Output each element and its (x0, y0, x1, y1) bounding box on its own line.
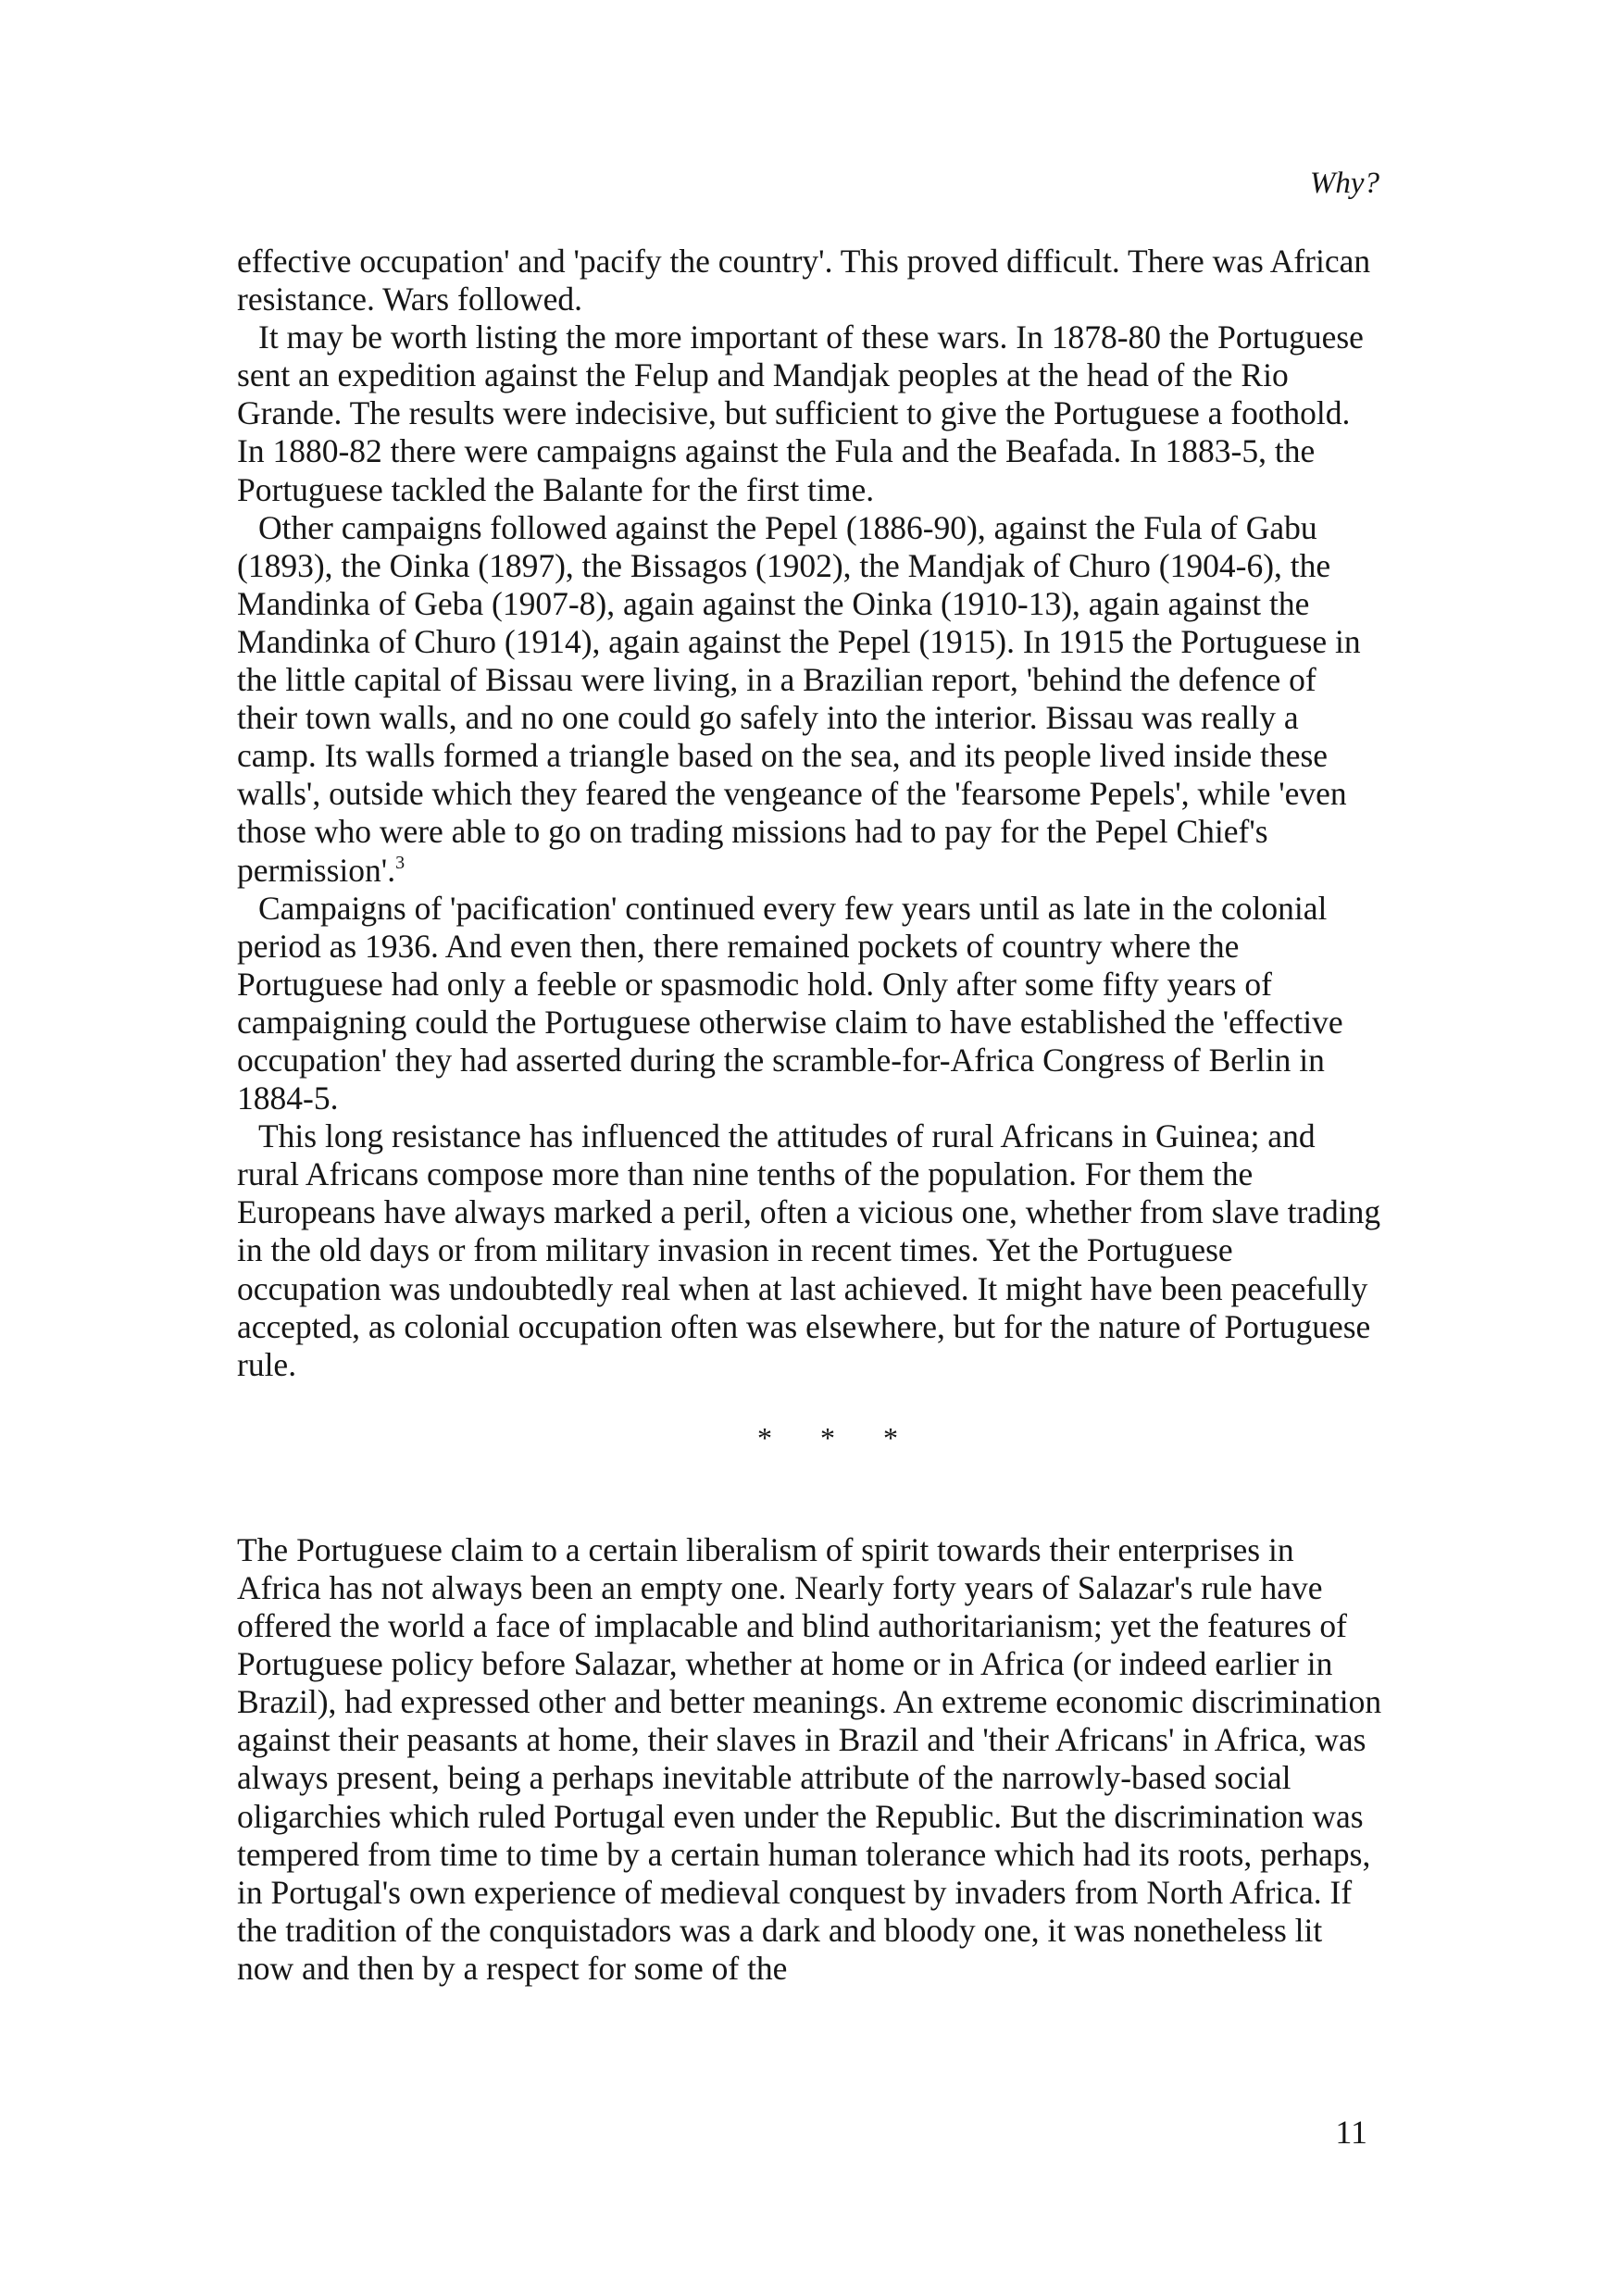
page-number: 11 (1335, 2114, 1367, 2151)
paragraph: The Portuguese claim to a certain liberalism of spirit towards their enterprises in Africa has not always been an empty one. Nearly forty years of Salazar's rule have offered the world a face of implacable and blind authoritarianism; yet the features of Portuguese policy before Salazar, whether at home or in Africa (or indeed earlier in Brazil), had expressed other and better meanings. An extreme economic discrimination against their peasants at home, their slaves in Brazil and 'their Africans' in Africa, was always present, being a perhaps inevitable attribute of the narrowly-based social oligarchies which ruled Portugal even under the Republic. But the discrimination was tempered from time to time by a certain human tolerance which had its roots, perhaps, in Portugal's own experience of medieval conquest by invaders from North Africa. If the tradition of the conquistadors was a dark and bloody one, it was nonetheless lit now and then by a respect for some of the (237, 1530, 1382, 1987)
paragraph: Campaigns of 'pacification' continued every few years until as late in the colonial period as 1936. And even then, there remained pockets of country where the Portuguese had only a feeble or spasmodic hold. Only after some fifty years of campaigning could the Portuguese otherwise claim to have established the 'effective occupation' they had asserted during the scramble-for-Africa Congress of Berlin in 1884-5. (237, 889, 1343, 1117)
page-body (237, 243, 1383, 1988)
paragraph (237, 509, 1383, 890)
paragraph: This long resistance has influenced the attitudes of rural Africans in Guinea; and rural Africans compose more than nine tenths of the population. For them the Europeans have always marked a peril, often a vicious one, whether from slave trading in the old days or from military invasion in recent times. Yet the Portuguese occupation was undoubtedly real when at last achieved. It might have been peacefully accepted, as colonial occupation often was elsewhere, but for the nature of Portuguese rule. (237, 1117, 1381, 1383)
footnote-reference[interactable]: 3 (395, 852, 406, 873)
paragraph: It may be worth listing the more important of these wars. In 1878-80 the Portuguese sent an expedition against the Felup and Mandjak peoples at the head of the Rio Grande. The results were indecisive, but sufficient to give the Portuguese a foothold. In 1880-82 there were campaigns against the Fula and the Beafada. In 1883-5, the Portuguese tackled the Balante for the first time. (237, 318, 1364, 508)
paragraph-text: Other campaigns followed against the Pepel (1886-90), against the Fula of Gabu (1893), the Oinka (1897), the Bissagos (1902), the Mandjak of Churo (1904-6), the Mandinka of Geba (1907-8), again against the Oinka (1910-13), again against the Mandinka of Churo (1914), again against the Pepel (1915). In 1915 the Portuguese in the little capital of Bissau were living, in a Brazilian report, 'behind the defence of their town walls, and no one could go safely into the interior. Bissau was really a camp. Its walls formed a triangle based on the sea, and its people lived inside these walls', outside which they feared the vengeance of the 'fearsome Pepels', while 'even those who were able to go on trading missions had to pay for the Pepel Chief's permission'. (237, 508, 1361, 889)
section-break: * * * (757, 1420, 918, 1454)
paragraph: effective occupation' and 'pacify the country'. This proved difficult. There was African resistance. Wars followed. (237, 243, 1371, 318)
running-head: Why? (1309, 167, 1379, 200)
